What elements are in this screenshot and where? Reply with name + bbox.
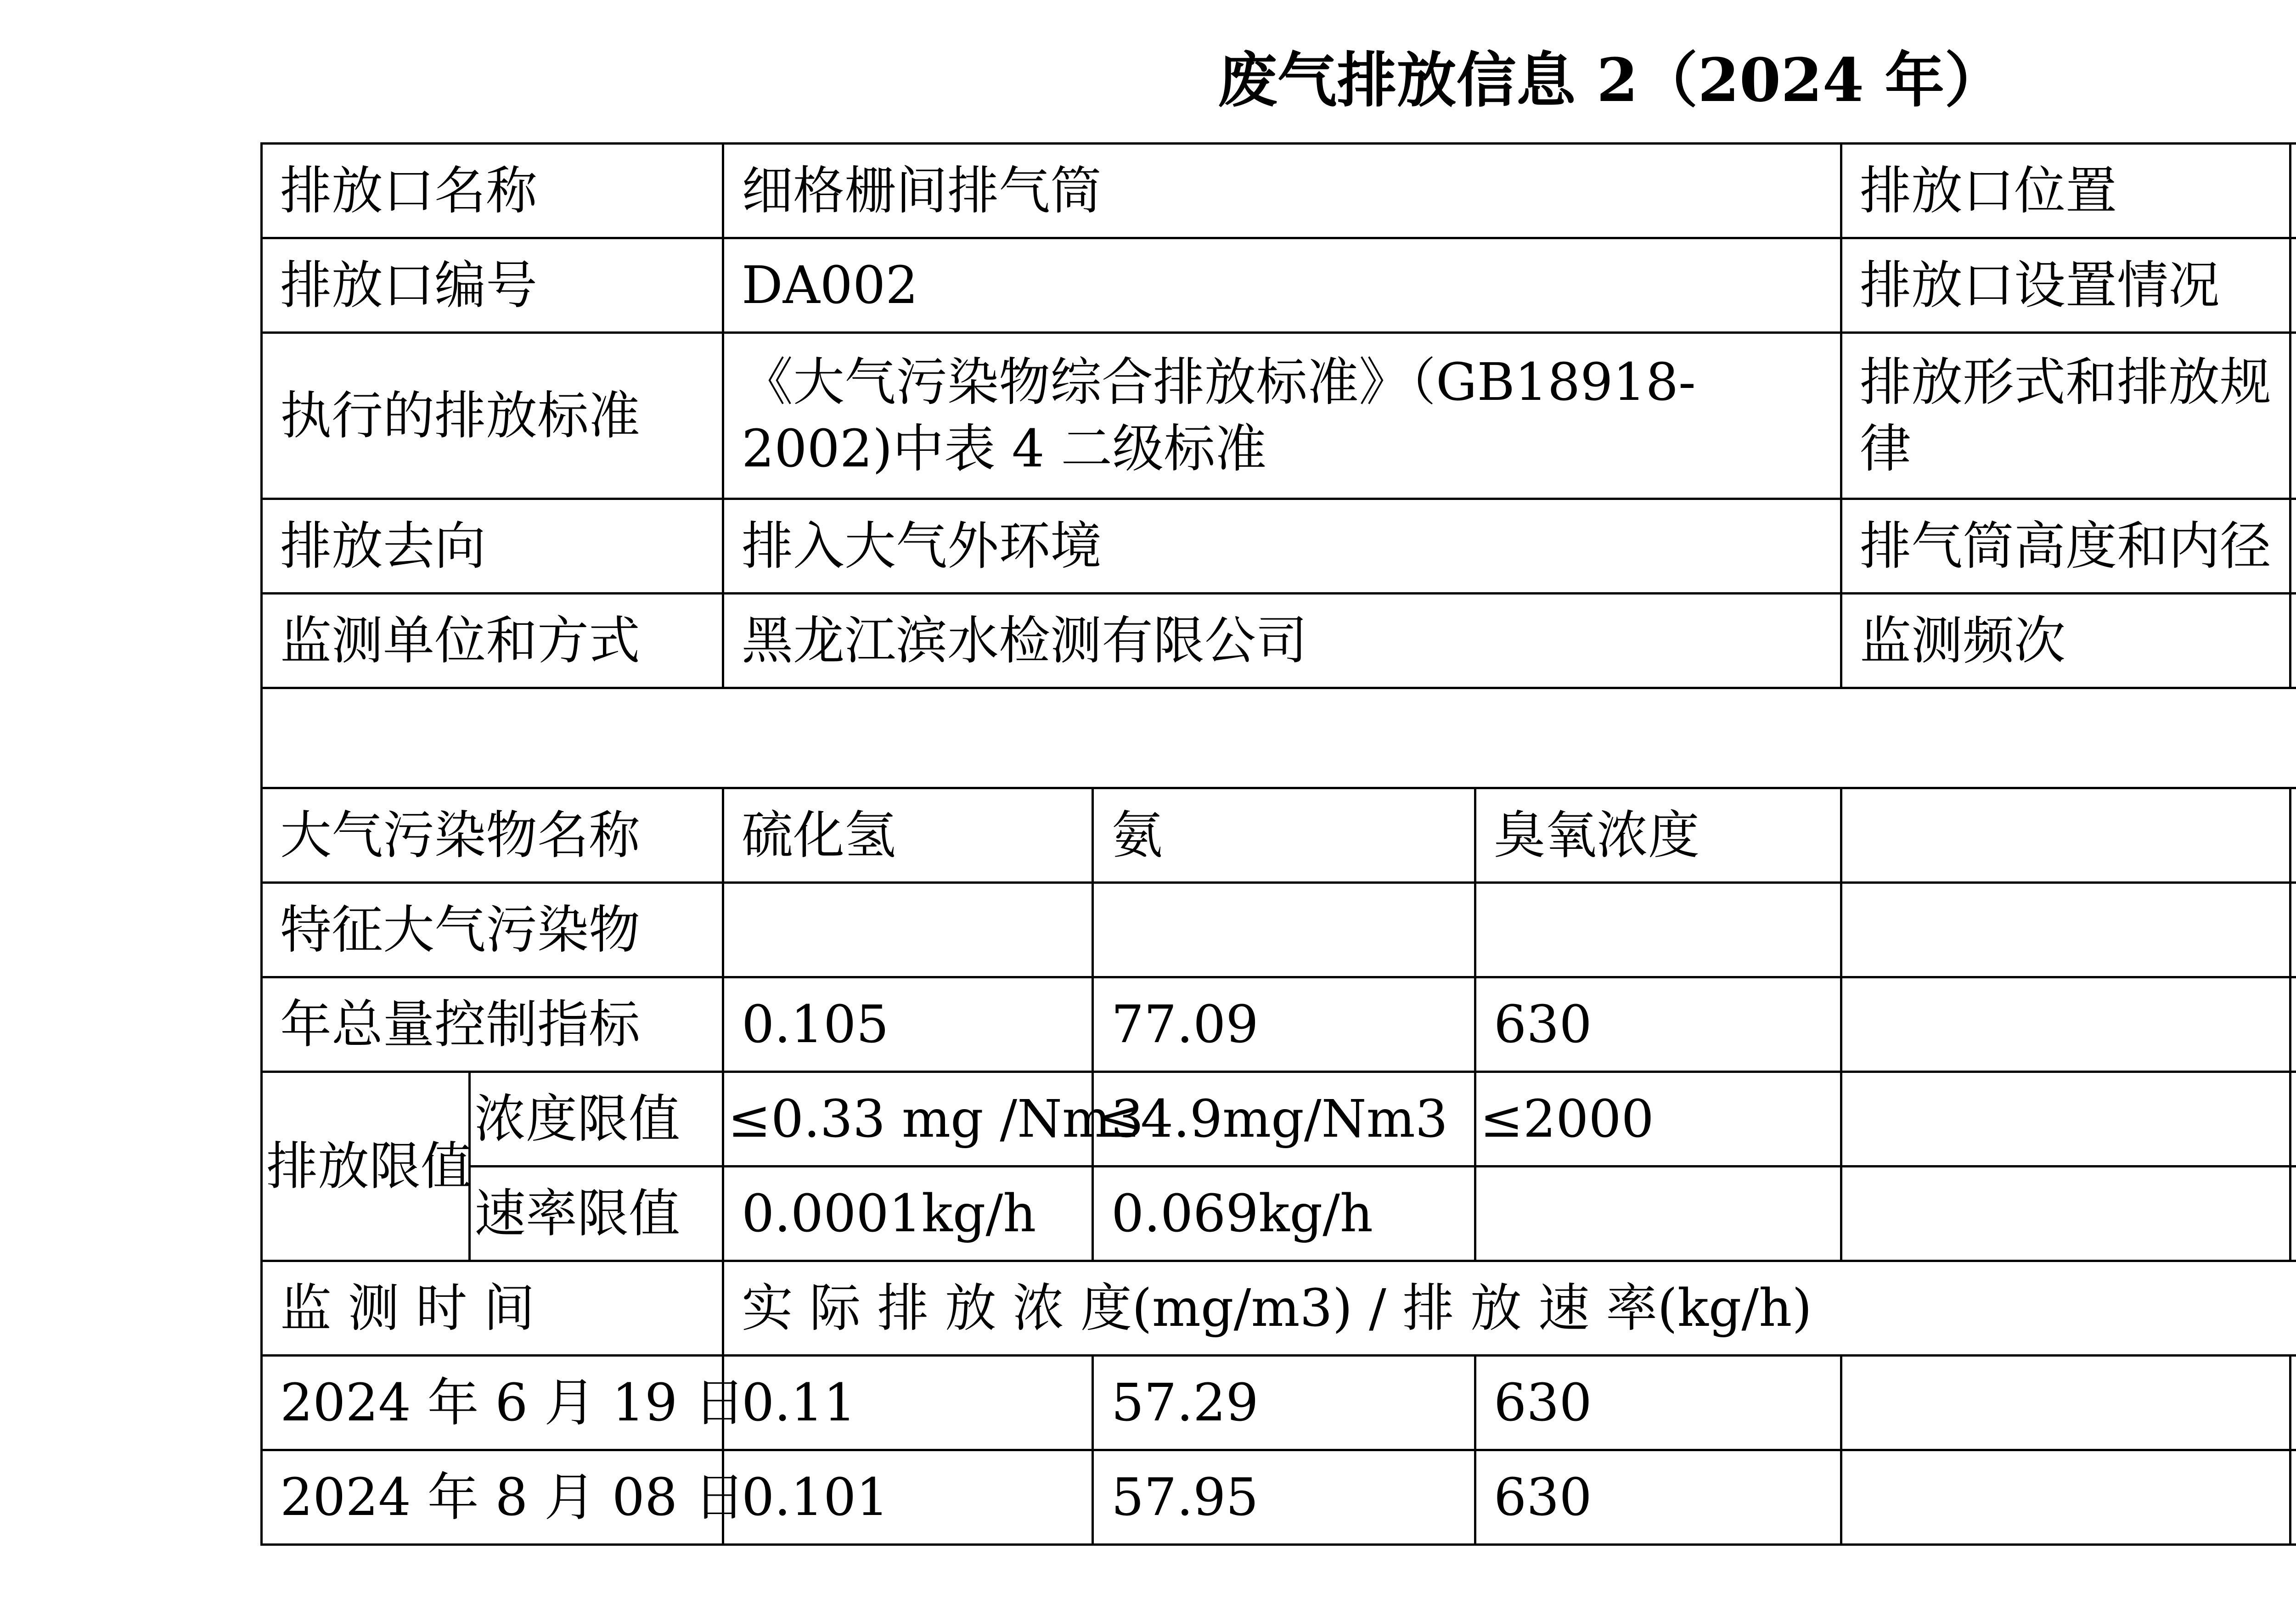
blank-cell — [262, 688, 2296, 788]
pollutant-name-cell: 氨 — [1093, 788, 1475, 883]
annual-control-cell: 630 — [1475, 977, 1841, 1072]
rate-limit-cell — [1475, 1167, 1841, 1261]
outlet-setting-value — [2290, 238, 2296, 333]
monitor-time-header: 监 测 时 间 — [262, 1261, 723, 1356]
empty-cell — [2290, 1072, 2296, 1167]
monitor-unit-value: 黑龙江滨水检测有限公司 — [723, 594, 1841, 688]
outlet-location-label: 排放口位置 — [1841, 144, 2290, 238]
monitor-unit-label: 监测单位和方式 — [262, 594, 723, 688]
empty-cell — [2290, 1167, 2296, 1261]
monitor-date: 2024 年 8 月 08 日 — [262, 1450, 723, 1545]
table-row — [262, 1261, 2296, 1356]
direction-value: 排入大气外环境 — [723, 499, 1841, 594]
rate-limit-cell: 0.069kg/h — [1093, 1167, 1475, 1261]
emission-form-value — [2290, 333, 2296, 499]
rate-limit-cell: 0.0001kg/h — [723, 1167, 1093, 1261]
frequency-value — [2290, 594, 2296, 688]
monitor-value: 630 — [1475, 1450, 1841, 1545]
pollutant-name-cell: 硫化氢 — [723, 788, 1093, 883]
empty-cell — [2290, 1356, 2296, 1450]
table-row — [262, 883, 2296, 977]
monitor-value: 0.11 — [723, 1356, 1093, 1450]
table-row — [262, 594, 2296, 688]
annual-control-cell: 77.09 — [1093, 977, 1475, 1072]
outlet-code-label: 排放口编号 — [262, 238, 723, 333]
table-row — [262, 144, 2296, 238]
annual-control-cell: 0.105 — [723, 977, 1093, 1072]
blank-row — [262, 688, 2296, 788]
empty-cell — [723, 883, 1093, 977]
table-row — [262, 1072, 2296, 1167]
emission-info-table — [260, 142, 2296, 1546]
empty-cell — [2290, 788, 2296, 883]
rate-limit-label: 速率限值 — [470, 1167, 723, 1261]
actual-emission-header: 实 际 排 放 浓 度(mg/m3) / 排 放 速 率(kg/h) — [723, 1261, 2296, 1356]
emission-form-label: 排放形式和排放规律 — [1841, 333, 2290, 499]
outlet-name-value: 细格栅间排气筒 — [723, 144, 1841, 238]
monitor-value: 57.29 — [1093, 1356, 1475, 1450]
monitor-value: 630 — [1475, 1356, 1841, 1450]
frequency-label: 监测频次 — [1841, 594, 2290, 688]
direction-label: 排放去向 — [262, 499, 723, 594]
empty-cell — [1093, 883, 1475, 977]
concentration-limit-label: 浓度限值 — [470, 1072, 723, 1167]
table-row — [262, 788, 2296, 883]
table-row — [262, 333, 2296, 499]
empty-cell — [1841, 1450, 2290, 1545]
concentration-limit-cell: ≤4.9mg/Nm3 — [1093, 1072, 1475, 1167]
stack-label: 排气筒高度和内径 — [1841, 499, 2290, 594]
empty-cell — [1841, 788, 2290, 883]
empty-cell — [1841, 1072, 2290, 1167]
empty-cell — [1841, 883, 2290, 977]
empty-cell — [1475, 883, 1841, 977]
monitor-value: 0.101 — [723, 1450, 1093, 1545]
empty-cell — [1841, 977, 2290, 1072]
table-row — [262, 1356, 2296, 1450]
monitor-value: 57.95 — [1093, 1450, 1475, 1545]
outlet-code-value: DA002 — [723, 238, 1841, 333]
table-row — [262, 1167, 2296, 1261]
outlet-setting-label: 排放口设置情况 — [1841, 238, 2290, 333]
outlet-location-value — [2290, 144, 2296, 238]
table-row — [262, 499, 2296, 594]
empty-cell — [2290, 977, 2296, 1072]
annual-control-label: 年总量控制指标 — [262, 977, 723, 1072]
table-row — [262, 977, 2296, 1072]
emission-limit-label: 排放限值 — [262, 1072, 470, 1261]
pollutant-name-label: 大气污染物名称 — [262, 788, 723, 883]
page-title: 废气排放信息 2（2024 年） — [1217, 45, 2004, 115]
standard-value: 《大气污染物综合排放标准》（GB18918-2002)中表 4 二级标准 — [723, 333, 1841, 499]
empty-cell — [1841, 1167, 2290, 1261]
feature-pollutant-label: 特征大气污染物 — [262, 883, 723, 977]
monitor-date: 2024 年 6 月 19 日 — [262, 1356, 723, 1450]
empty-cell — [2290, 883, 2296, 977]
empty-cell — [2290, 1450, 2296, 1545]
empty-cell — [1841, 1356, 2290, 1450]
stack-value — [2290, 499, 2296, 594]
table-row — [262, 1450, 2296, 1545]
concentration-limit-cell: ≤0.33 mg /Nm3 — [723, 1072, 1093, 1167]
concentration-limit-cell: ≤2000 — [1475, 1072, 1841, 1167]
outlet-name-label: 排放口名称 — [262, 144, 723, 238]
pollutant-name-cell: 臭氧浓度 — [1475, 788, 1841, 883]
standard-label: 执行的排放标准 — [262, 333, 723, 499]
table-row — [262, 238, 2296, 333]
